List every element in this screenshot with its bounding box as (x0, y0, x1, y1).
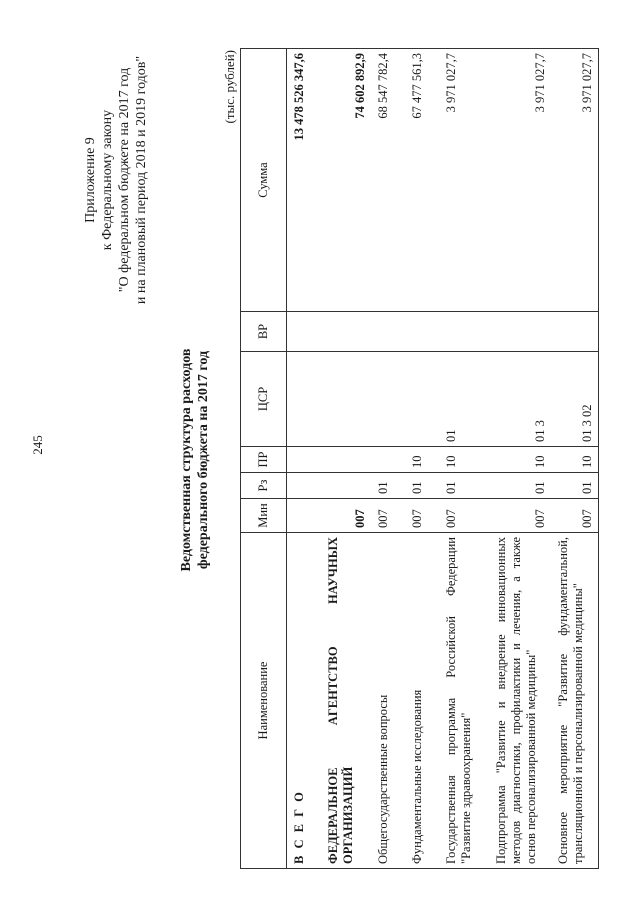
row-pr (371, 447, 405, 473)
header-csr: ЦСР (241, 352, 287, 447)
row-rz: 01 (489, 473, 551, 499)
row-min: 007 (439, 499, 489, 533)
header-pr: ПР (241, 447, 287, 473)
row-name: Основное мероприятие "Развитие фундаментальной, трансляционной и персонализированной медицины" (551, 533, 599, 869)
table-row (371, 49, 405, 869)
table-header-row (241, 49, 287, 869)
row-pr (287, 447, 321, 473)
row-csr: 01 3 (489, 352, 551, 447)
row-vr (489, 312, 551, 352)
row-min: 007 (371, 499, 405, 533)
row-sum: 3 971 027,7 (489, 49, 551, 312)
row-name: В С Е Г О (287, 533, 321, 869)
budget-table (240, 48, 599, 869)
row-sum: 3 971 027,7 (551, 49, 599, 312)
row-min: 007 (405, 499, 439, 533)
row-csr (321, 352, 371, 447)
row-sum: 68 547 782,4 (371, 49, 405, 312)
row-vr (551, 312, 599, 352)
row-rz: 01 (439, 473, 489, 499)
row-sum: 67 477 561,3 (405, 49, 439, 312)
table-row (551, 49, 599, 869)
row-sum: 3 971 027,7 (439, 49, 489, 312)
table-row (287, 49, 321, 869)
row-vr (287, 312, 321, 352)
row-name: Общегосударственные вопросы (371, 533, 405, 869)
appendix-line-3: "О федеральном бюджете на 2017 год (117, 67, 132, 293)
row-rz (287, 473, 321, 499)
row-csr (405, 352, 439, 447)
header-vr: ВР (241, 312, 287, 352)
row-csr: 01 (439, 352, 489, 447)
table-row (405, 49, 439, 869)
row-sum: 13 478 526 347,6 (287, 49, 321, 312)
row-csr (287, 352, 321, 447)
appendix-line-1: Приложение 9 (83, 137, 98, 223)
row-pr: 10 (439, 447, 489, 473)
row-name: Подпрограмма "Развитие и внедрение инновационных методов диагностики, профилактики и лечения, а также основ персонализированной медицины" (489, 533, 551, 869)
row-vr (439, 312, 489, 352)
row-rz: 01 (405, 473, 439, 499)
row-rz (321, 473, 371, 499)
header-min: Мин (241, 499, 287, 533)
units-label: (тыс. рублей) (222, 50, 237, 124)
row-csr (371, 352, 405, 447)
row-csr: 01 3 02 (551, 352, 599, 447)
appendix-line-2: к Федеральному закону (100, 109, 115, 251)
row-rz: 01 (371, 473, 405, 499)
title-line-2: федерального бюджета на 2017 год (196, 350, 211, 570)
row-pr: 10 (405, 447, 439, 473)
table-row (321, 49, 371, 869)
row-vr (371, 312, 405, 352)
row-min (287, 499, 321, 533)
header-rz: Рз (241, 473, 287, 499)
row-pr: 10 (489, 447, 551, 473)
table-row (489, 49, 551, 869)
row-min: 007 (551, 499, 599, 533)
appendix-header (82, 30, 150, 330)
row-vr (405, 312, 439, 352)
document-title (178, 245, 212, 675)
header-name: Наименование (241, 533, 287, 869)
row-pr (321, 447, 371, 473)
header-sum: Сумма (241, 49, 287, 312)
appendix-line-4: и на плановый период 2018 и 2019 годов" (134, 55, 149, 305)
row-min: 007 (489, 499, 551, 533)
row-sum: 74 602 892,9 (321, 49, 371, 312)
row-name: ФЕДЕРАЛЬНОЕ АГЕНТСТВО НАУЧНЫХ ОРГАНИЗАЦИЙ (321, 533, 371, 869)
row-vr (321, 312, 371, 352)
row-name: Государственная программа Российской Федерации "Развитие здравоохранения" (439, 533, 489, 869)
row-rz: 01 (551, 473, 599, 499)
row-pr: 10 (551, 447, 599, 473)
page-number: 245 (30, 435, 45, 455)
title-line-1: Ведомственная структура расходов (179, 348, 194, 572)
row-min: 007 (321, 499, 371, 533)
row-name: Фундаментальные исследования (405, 533, 439, 869)
table-row (439, 49, 489, 869)
